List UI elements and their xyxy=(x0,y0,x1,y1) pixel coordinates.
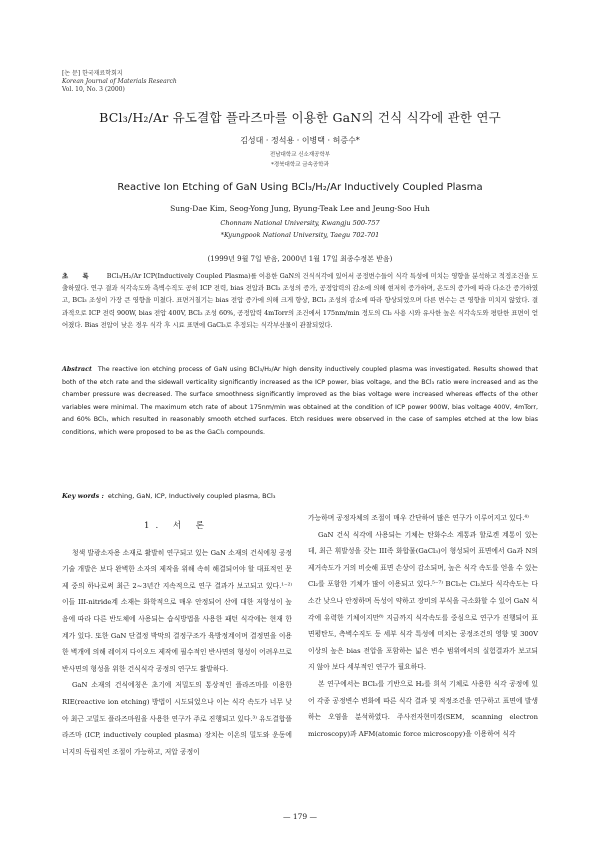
affiliation-ko-1: 전남대학교 신소재공학부 xyxy=(269,152,331,158)
authors-korean: 김성대 · 정석용 · 이병택 · 허증수* xyxy=(240,136,360,145)
keywords xyxy=(62,492,538,500)
abstract-en-label: Abstract xyxy=(62,366,92,373)
keywords-label: Key words : xyxy=(62,492,104,500)
page-number: — 179 — xyxy=(282,812,318,821)
affiliation-en-2: *Kyungpook National University, Taegu 702-701 xyxy=(220,231,380,239)
keywords-text: etching, GaN, ICP, Inductively coupled plasma, BCl₃ xyxy=(107,492,276,500)
journal-type: [논 문] 한국재료학회지 xyxy=(62,70,123,77)
abstract-en-text: The reactive ion etching process of GaN using BCl₃/H₂/Ar high density inductively coupled plasma was investigated. Results showed that both of the etch rate and the sidewall verticality significantly increased as the ICP power, bias voltage, and the BCl₃ ratio were increased and as the chamber pressure was decreased. The surface smoothness significantly improved as the bias voltage were increased whereas effects of the other variables were minimal. The maximum etch rate of about 175nm/min was obtained at the condition of ICP power 900W, bias voltage 400V, 4mTorr, and 60% BCl₃, which resulted in reasonably smooth etched surfaces. Etch residues were observed in the case of samples etched at the low bias conditions, which were proposed to be as the GaCl₃ compounds. xyxy=(62,366,538,436)
body-column-right xyxy=(308,510,538,742)
title-korean: BCl₃/H₂/Ar 유도결합 플라즈마를 이용한 GaN의 건식 식각에 관한 연구 xyxy=(99,110,501,125)
affiliation-en-1: Chonnam National University, Kwangju 500-757 xyxy=(220,219,380,227)
intro-paragraph-1: 청색 발광소자용 소재로 활발히 연구되고 있는 GaN 소재의 건식에칭 공정기술 개발은 보다 완벽한 소자의 제작을 위해 속히 해결되어야 할 대표적인 문제 중의 하나로써 최근 2~3년간 지속적으로 연구 결과가 보고되고 있다.¹⁻²⁾ 이들 III-nitride계 소재는 화학적으로 매우 안정되어 산에 대한 저항성이 높음에 따라 다른 반도체에 사용되는 습식방법을 사용한 패턴 식각에는 현재 한계가 있다. 또한 GaN 단결정 박막의 결정구조가 육방정계이며 결정면을 이용한 벽개에 의해 레이저 다이오드 제작에 필수적인 반사면의 형성이 어려우므로 반사면의 형성을 위한 건식식각 공정의 연구도 활발하다. xyxy=(62,548,292,673)
abstract-ko-label: 초 록 xyxy=(62,272,95,280)
abstract-english xyxy=(62,364,538,440)
abstract-korean xyxy=(62,270,538,331)
body-column-left xyxy=(62,510,292,760)
abstract-ko-text: BCl₃/H₂/Ar ICP(Inductively Coupled Plasma)를 이용한 GaN의 건식식각에 있어서 공정변수들이 식각 특성에 미치는 영향을 분석하고 적정조건을 도출하였다. 연구 결과 식각속도와 측벽수직도 공히 ICP 전력, bias 전압과 BCl₃ 조성의 증가, 공정압력의 감소에 의해 현저히 증가하며, 온도의 증가에 따라 다소간 증가하였고, BCl₃ 조성이 가장 큰 영향을 미쳤다. 표면거칠기는 bias 전압 증가에 의해 크게 향상, BCl₃ 조성의 감소에 따라 향상되었으며 다른 변수는 큰 영향을 미치지 않았다. 결과적으로 ICP 전력 900W, bias 전압 400V, BCl₃ 조성 60%, 공정압력 4mTorr의 조건에서 175nm/min 정도의 Cl₂ 사용 시와 유사한 높은 식각속도와 평탄한 표면이 얻어졌다. Bias 전압이 낮은 경우 식각 후 시료 표면에 GaCl₃로 추정되는 식각부산물이 관찰되었다. xyxy=(62,272,539,329)
journal-name-en: Korean Journal of Materials Research xyxy=(62,78,177,85)
intro-paragraph-2: GaN 소재의 건식에칭은 초기에 저밀도의 통상적인 플라즈마를 이용한 RIE(reactive ion etching) 방법이 시도되었으나 이는 식각 속도가 너무 낮아 최근 고밀도 플라즈마원을 사용한 연구가 주로 진행되고 있다.³⁾ 유도결합플라즈마 (ICP, inductively coupled plasma) 장치는 이온의 밀도와 운동에너지의 독립적인 조절이 가능하고, 저압 공정이 xyxy=(62,681,292,756)
journal-volume: Vol. 10, No. 3 (2000) xyxy=(62,86,125,93)
intro-paragraph-2-cont: 가능하며 공정자체의 조절이 매우 간단하여 많은 연구가 이루어지고 있다.⁴⁾ xyxy=(308,514,529,522)
title-english: Reactive Ion Etching of GaN Using BCl₃/H₂/Ar Inductively Coupled Plasma xyxy=(117,182,483,193)
received-dates: (1999년 9월 7일 받음, 2000년 1월 17일 최종수정본 받음) xyxy=(207,255,393,263)
intro-paragraph-4: 본 연구에서는 BCl₃를 기반으로 H₂를 희석 기체로 사용한 식각 공정에 있어 각종 공정변수 변화에 따른 식각 결과 및 적정조건을 연구하고 표면에 발생하는 오염을 분석하였다. 주사전자현미경(SEM, scanning electron microscopy)과 AFM(atomic force microscopy)을 이용하여 식각 xyxy=(308,679,538,738)
authors-english: Sung-Dae Kim, Seog-Yong Jung, Byung-Teak Lee and Jeung-Soo Huh xyxy=(170,204,430,213)
section-heading-introduction: 1. 서 론 xyxy=(144,521,210,531)
journal-header xyxy=(62,70,177,94)
affiliation-ko-2: *경북대학교 금속공학과 xyxy=(271,162,329,168)
intro-paragraph-3: GaN 건식 식각에 사용되는 기체는 탄화수소 계통과 할로겐 계통이 있는데, 최근 휘발성을 갖는 III족 화합물(GaCl₃)이 형성되어 표면에서 Ga과 N의 제거속도가 거의 비슷해 표면 손상이 감소되며, 높은 식각 속도를 얻을 수 있는 Cl₂를 포함한 기체가 많이 이용되고 있다.⁵⁻⁷⁾ BCl₃는 Cl₂보다 식각속도는 다소간 낮으나 안정하며 독성이 약하고 장비의 부식을 극소화할 수 있어 GaN 식각에 유력한 기체이지만⁸⁾ 지금까지 식각속도를 중심으로 연구가 진행되어 표면평탄도, 측벽수직도 등 세부 식각 특성에 미치는 공정조건의 영향 및 300V 이상의 높은 bias 전압을 포함하는 넓은 변수 범위에서의 실험결과가 보고되지 않아 보다 세부적인 연구가 필요하다. xyxy=(308,530,538,672)
